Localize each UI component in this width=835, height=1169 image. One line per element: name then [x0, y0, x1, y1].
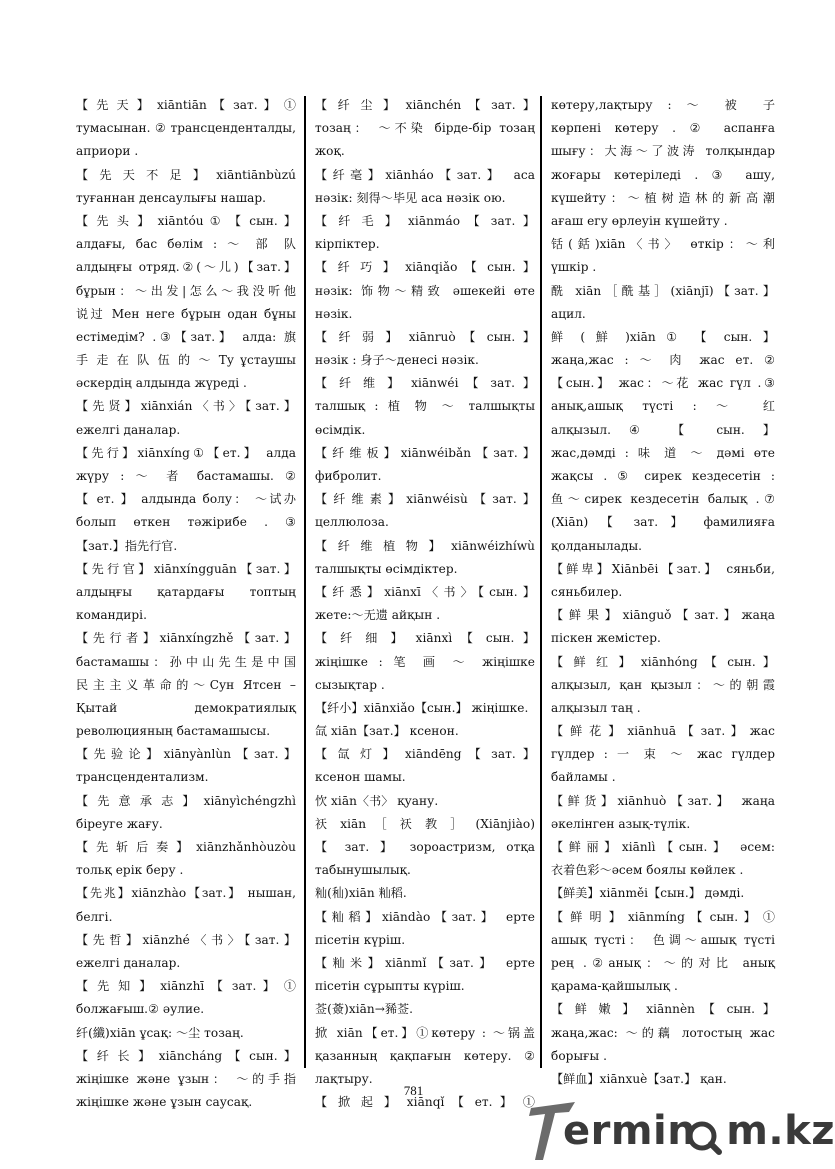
text-line: қолданылады.	[551, 538, 643, 553]
text-line: жас,дәмді : 味 道 ～ дәмі өте	[551, 445, 775, 460]
text-line: 【籼米】xiānmǐ【зат.】 ерте	[315, 955, 535, 970]
text-line: ацил.	[551, 306, 586, 321]
text-line: 【纤维板】xiānwéibǎn【зат.】	[315, 445, 535, 460]
text-line: 【先行】xiānxíng①【ет.】 алда	[76, 445, 296, 460]
brand-name	[563, 1108, 835, 1154]
text-line: 【纤悉】xiānxī〈书〉【сын.】	[315, 584, 535, 599]
text-line: 民主主义革命的～Сун Ятсен –	[76, 677, 296, 692]
text-line: фибролит.	[315, 469, 382, 483]
text-line: 【 鲜 红 】 xiānhóng 【 сын. 】	[551, 654, 775, 669]
text-line: ежелгі даналар.	[76, 955, 181, 970]
text-line: жаңа,жас : ～ 肉 жас ет. ②	[551, 353, 775, 368]
text-line: 【先贤】xiānxián〈书〉【зат.】	[76, 399, 296, 414]
text-line: алқызыл таң .	[551, 700, 641, 715]
column-divider	[304, 96, 306, 1068]
text-line: рең .②анық：～的对比 анық	[551, 955, 775, 970]
text-line: командирі.	[76, 608, 147, 623]
text-line: 【зат.】指先行官.	[76, 538, 178, 553]
text-line: 【先行官】xiānxíngguān【зат.】	[76, 561, 296, 576]
text-line: 【 ет. 】 алдында болу： ～试办	[76, 492, 296, 507]
text-line: 【 先 头 】 xiāntóu ① 【 сын. 】	[76, 213, 296, 228]
termincom-logo	[525, 1098, 835, 1164]
text-line: піскен жемістер.	[551, 631, 661, 646]
text-line: 【 先 意 承 志 】 xiānyìchéngzhì	[76, 793, 296, 808]
text-line: (Xiān) 【 зат. 】 фамилияға	[551, 515, 775, 530]
text-line: бастамашы：孙中山先生是中国	[76, 654, 296, 669]
text-line: целлюлоза.	[315, 515, 389, 530]
text-line: 纤(纖)xiān ұсақ: ～尘 тозаң.	[76, 1025, 244, 1040]
text-line: тумасынан.②трансценденталды,	[76, 121, 296, 136]
text-line: 【 纤 毛 】 xiānmáo 【 зат. 】	[315, 213, 535, 228]
text-line: алдағы, бас бөлім : ～ 部 队	[76, 237, 296, 252]
text-line: алдыңғы отряд.②(～儿)【зат.】	[76, 260, 296, 275]
text-line: 【鲜卑】Xiānbēi【зат.】 сяньби,	[551, 561, 775, 576]
text-line: 【鲜血】xiānxuè【зат.】 қан.	[551, 1071, 727, 1086]
text-line: трансцендентализм.	[76, 770, 209, 785]
text-line: 说过 Мен неге бұрын одан бұны	[76, 306, 296, 321]
text-line: жақсы . ⑤ сирек кездесетін :	[551, 469, 775, 483]
text-line: нәзік: 刻得～毕见 аса нәзік ою.	[315, 190, 506, 205]
text-line: 【сын.】 жас：～花 жас гүл .③	[551, 376, 775, 391]
text-line: тольқ ерік беру .	[76, 863, 184, 878]
text-line: 【 掀 起 】 xiānqǐ 【 ет. 】 ①	[315, 1095, 535, 1110]
text-line: болжағыш.② әулие.	[76, 1002, 205, 1017]
text-line: 【 зат. 】 зороастризм, отқа	[315, 840, 535, 854]
text-line: ксенон шамы.	[315, 770, 406, 785]
text-line: 【 先 天 】 xiāntiān 【 зат. 】 ①	[76, 98, 296, 112]
text-line: 【 纤 维 】 xiānwéi 【 зат. 】	[315, 376, 535, 391]
text-line: пісетін сұрыпты күріш.	[315, 979, 465, 994]
text-line: 【先验论】xiānyànlùn【зат.】	[76, 747, 296, 762]
text-line: кірпіктер.	[315, 237, 380, 252]
text-line: 衣着色彩～әсем боялы көйлек .	[551, 863, 744, 878]
text-line: белгі.	[76, 909, 113, 924]
text-line: әкелінген азық-түлік.	[551, 816, 691, 831]
page-number: 781	[403, 1083, 424, 1098]
text-line: 【鲜美】xiānměi【сын.】 дәмді.	[551, 886, 745, 901]
text-line: өсімдік.	[315, 422, 366, 437]
text-line: 【 先 知 】 xiānzhī 【 зат. 】 ①	[76, 979, 296, 994]
text-line: 【先兆】xiānzhào【зат.】 нышан,	[76, 886, 296, 901]
text-line: сызықтар .	[315, 677, 385, 692]
brand-text-part: m.kz	[726, 1108, 835, 1154]
text-line: нәзік: 饰物～精致 әшекейі өте	[315, 283, 535, 298]
brand-text-part: ermin	[563, 1108, 697, 1154]
text-line: жоғары көтеріледі . ③ ашу,	[551, 167, 775, 182]
text-line: ежелгі даналар.	[76, 422, 181, 437]
text-line: 【 鲜 花 】 xiānhuā 【 зат. 】 жас	[551, 724, 775, 739]
text-line: қазанның қақпағын көтеру. ②	[315, 1048, 535, 1063]
text-line: 祆 xiān ［ 祆 教 ］ (Xiānjiào)	[315, 816, 535, 831]
text-line: алқызыл, қан қызыл：～的朝霞	[551, 677, 775, 692]
text-line: талшықты өсімдіктер.	[315, 561, 458, 576]
text-line: шығу：大海～了波涛 толқындар	[551, 144, 775, 159]
text-line: 手 走 在 队 伍 的 ～ Ту ұстаушы	[76, 353, 296, 368]
text-line: 【纤毫】xiānháo【зат.】 аса	[315, 167, 535, 182]
text-line: нәзік.	[315, 306, 353, 321]
text-line: 【先行者】xiānxíngzhě【зат.】	[76, 631, 296, 646]
text-line: бұрын：～出发|怎么～我没听他	[76, 283, 296, 298]
text-line: талшық : 植 物 ～ талшықты	[315, 399, 535, 414]
text-line: күшейту：～植树造林的新高潮	[551, 190, 775, 205]
text-line: 【纤小】xiānxiǎo【сын.】 жіңішке.	[315, 700, 529, 715]
text-line: ағаш егу өрлеуін күшейту .	[551, 213, 728, 228]
text-line: анық,ашық түсті : ～ 红	[551, 399, 775, 414]
text-line: 【籼稻】xiāndào【зат.】 ерте	[315, 909, 535, 924]
text-line: 【 纤 细 】 xiānxì 【 сын. 】	[315, 631, 535, 646]
text-line: 【 纤 维 植 物 】 xiānwéizhíwù	[315, 538, 535, 553]
text-line: 莶(薟)xiān→豨莶.	[315, 1002, 414, 1017]
text-line: байламы .	[551, 770, 616, 785]
text-line: біреуге жағу.	[76, 816, 163, 831]
text-line: априори .	[76, 144, 139, 159]
text-line: қарама-қайшылық .	[551, 979, 678, 994]
text-line: нәзік : 身子～денесі нәзік.	[315, 353, 479, 368]
text-line: 籼(秈)xiān 籼稻.	[315, 886, 407, 901]
text-line: гүлдер : 一 束 ～ жас гүлдер	[551, 747, 775, 762]
text-line: естімедім? .③【зат.】 алда: 旗	[76, 329, 296, 344]
text-line: 【 先 斩 后 奏 】 xiānzhǎnhòuzòu	[76, 840, 296, 854]
text-line: үшкір .	[551, 260, 597, 275]
column-right	[551, 94, 775, 1086]
text-line: 【 鲜 果 】 xiānguǒ 【 зат. 】 жаңа	[551, 608, 775, 623]
text-line: көрпені көтеру . ② аспанға	[551, 121, 775, 136]
text-line: жете:～无遗 айқын .	[315, 608, 441, 623]
text-line: пісетін күріш.	[315, 932, 406, 947]
text-line: жоқ.	[315, 144, 345, 159]
text-line: 【 纤 长 】 xiāncháng 【 сын. 】	[76, 1048, 296, 1063]
text-line: жіңішке және ұзын： ～的手指	[76, 1071, 296, 1086]
text-line: тозаң： ～不染 бірде-бір тозаң	[315, 121, 535, 136]
text-line: 【 鲜 明 】 xiānmíng 【 сын. 】 ①	[551, 909, 775, 924]
text-line: Қытай демократиялық	[76, 700, 296, 715]
text-line: 氙 xiān【зат.】 ксенон.	[315, 724, 459, 739]
text-line: сяньбилер.	[551, 584, 623, 599]
text-line: 【 氙 灯 】 xiāndēng 【 зат. 】	[315, 747, 535, 762]
text-line: 忺 xiān〈书〉 қуану.	[315, 793, 439, 808]
text-line: табынушылық.	[315, 863, 411, 878]
text-line: жіңішке және ұзын саусақ.	[76, 1095, 253, 1110]
text-line: 鱼～сирек кездесетін балық .⑦	[551, 492, 775, 507]
column-divider	[540, 96, 542, 1068]
text-line: алқызыл. ④ 【 сын. 】	[551, 422, 775, 437]
text-line: 【 纤 尘 】 xiānchén 【 зат. 】	[315, 98, 535, 112]
column-left	[76, 94, 296, 1110]
text-line: туғаннан денсаулығы нашар.	[76, 190, 267, 205]
text-line: алдыңғы қатардағы топтың	[76, 584, 296, 599]
text-line: 【 先 天 不 足 】 xiāntiānbùzú	[76, 167, 296, 182]
text-line: 【纤维素】xiānwéisù【зат.】	[315, 492, 535, 507]
text-line: революцияның бастамашысы.	[76, 724, 271, 739]
text-line: 【 纤 弱 】 xiānruò 【 сын. 】	[315, 329, 535, 344]
text-line: 【 鲜 嫩 】 xiānnèn 【 сын. 】	[551, 1002, 775, 1017]
text-line: 【鲜货】xiānhuò【зат.】 жаңа	[551, 793, 775, 808]
text-line: 【先哲】xiānzhé〈书〉【зат.】	[76, 932, 296, 947]
text-line: 掀 xiān【ет.】①көтеру : ～锅盖	[315, 1025, 535, 1040]
text-line: 【鲜丽】xiānlì【сын.】 әсем:	[551, 840, 775, 854]
text-line: көтеру,лақтыру : ～ 被 子	[551, 98, 775, 112]
text-line: 鲜 ( 鮮 )xiān ① 【 сын. 】	[551, 329, 775, 344]
text-line: жүру : ～ 者 бастамашы. ②	[76, 469, 296, 483]
text-line: жаңа,жас: ～的藕 лотостың жас	[551, 1025, 775, 1040]
text-line: 铦(銛)xiān〈书〉 өткір：～利	[551, 237, 775, 252]
text-line: әскердің алдында жүреді .	[76, 376, 247, 391]
text-line: 酰 xiān［酰基］(xiānjī)【зат.】	[551, 283, 775, 298]
text-line: ашық түсті： 色调～ашық түсті	[551, 932, 775, 947]
text-line: жіңішке : 笔 画 ～ жіңішке	[315, 654, 535, 669]
text-line: болып өткен тәжірибе . ③	[76, 515, 296, 530]
text-line: 【 纤 巧 】 xiānqiǎo 【 сын. 】	[315, 260, 535, 275]
text-line: лақтыру.	[315, 1071, 373, 1086]
text-line: борығы .	[551, 1048, 607, 1063]
